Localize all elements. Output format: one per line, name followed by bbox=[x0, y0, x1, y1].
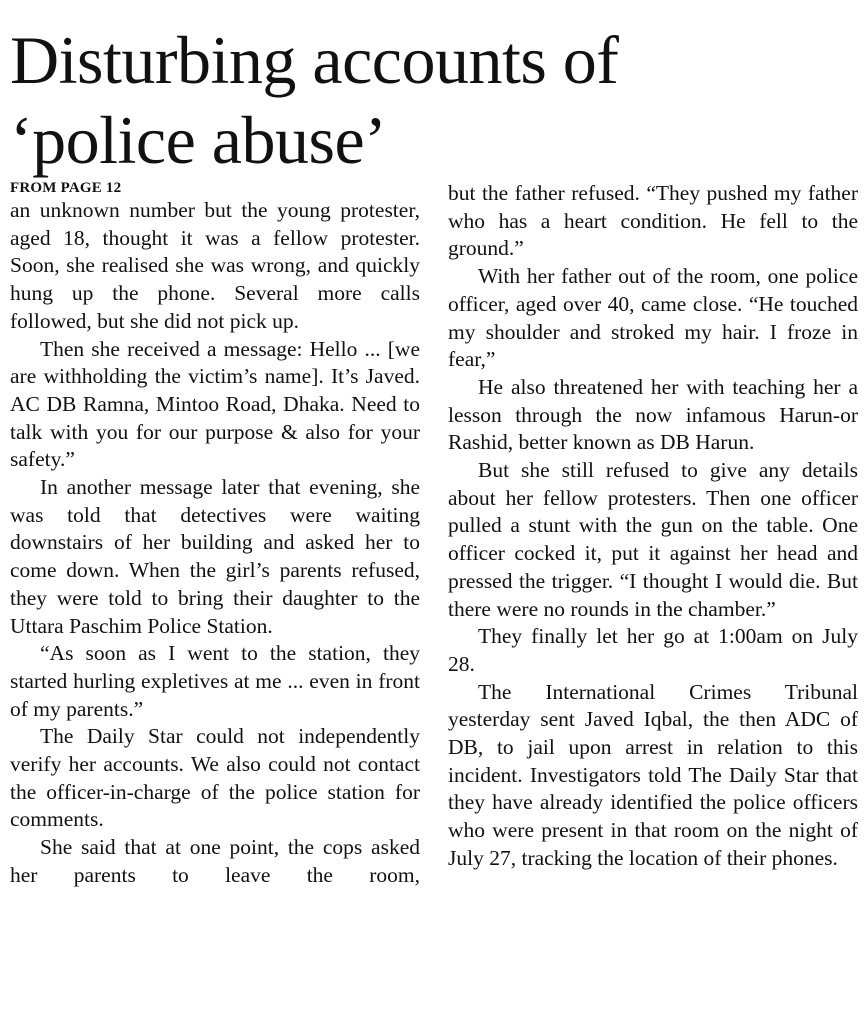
headline bbox=[10, 20, 860, 180]
paragraph: But she still refused to give any details about her fellow protesters. Then one officer pulled a stunt with the gun on the table. One officer cocked it, put it against her head and pressed the trigger. “I thought I would die. But there were no rounds in the chamber.” bbox=[448, 458, 858, 621]
paragraph: but the father refused. “They pushed my father who has a heart condition. He fell to the ground.” bbox=[448, 181, 858, 261]
paragraph: They finally let her go at 1:00am on July 28. bbox=[448, 624, 858, 676]
paragraph: an unknown number but the young protester, aged 18, thought it was a fellow protester. Soon, she realised she was wrong, and quickly hung up the phone. Several more calls followed, but she did not pick up. bbox=[10, 198, 420, 333]
right-column bbox=[448, 180, 858, 873]
headline-line-1: Disturbing accounts of bbox=[10, 22, 619, 98]
left-column bbox=[10, 180, 420, 890]
paragraph: With her father out of the room, one police officer, aged over 40, came close. “He touched my shoulder and stroked my hair. I froze in fear,” bbox=[448, 264, 858, 372]
paragraph: He also threatened her with teaching her a lesson through the now infamous Harun-or Rashid, better known as DB Harun. bbox=[448, 374, 858, 455]
paragraph: She said that at one point, the cops asked her parents to leave the room, bbox=[10, 835, 420, 887]
paragraph: The Daily Star could not independently verify her accounts. We also could not contact the officer-in-charge of the police station for comments. bbox=[10, 724, 420, 832]
paragraph: The International Crimes Tribunal yesterday sent Javed Iqbal, the then ADC of DB, to jail upon arrest in relation to this incident. Investigators told The Daily Star that they have already identified the police officers who were present in that room on the night of July 27, tracking the location of their phones. bbox=[448, 679, 858, 870]
continued-from-kicker: FROM PAGE 12 bbox=[10, 180, 122, 196]
paragraph: In another message later that evening, she was told that detectives were waiting downstairs of her building and asked her to come down. When the girl’s parents refused, they were told to bring their daughter to the Uttara Paschim Police Station. bbox=[10, 475, 420, 638]
paragraph: “As soon as I went to the station, they started hurling expletives at me ... even in front of my parents.” bbox=[10, 641, 420, 721]
headline-line-2: ‘police abuse’ bbox=[10, 102, 387, 178]
paragraph: Then she received a message: Hello ... [we are withholding the victim’s name]. It’s Javed. AC DB Ramna, Mintoo Road, Dhaka. Need to talk with you for our purpose & also for your safety.” bbox=[10, 336, 420, 472]
